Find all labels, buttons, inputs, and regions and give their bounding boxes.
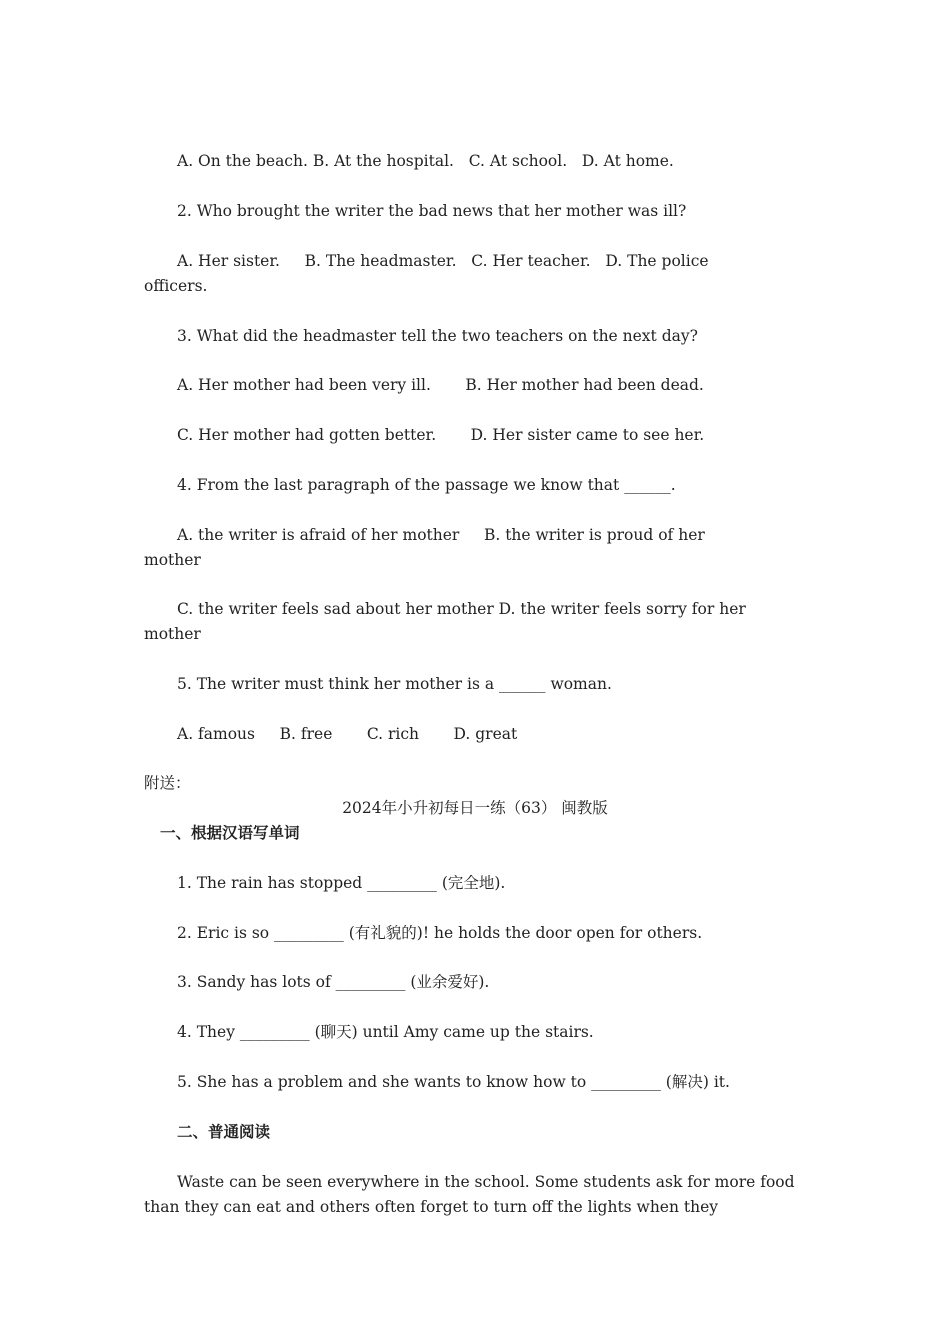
section-two-heading: 二、普通阅读: [177, 1123, 271, 1141]
q1-options: A. On the beach. B. At the hospital. C. At school. D. At home.: [177, 152, 674, 170]
section-one-heading: 一、根据汉语写单词: [160, 824, 300, 842]
reading-passage-line-1: Waste can be seen everywhere in the school. Some students ask for more food: [177, 1173, 795, 1191]
q5-options: A. famous B. free C. rich D. great: [177, 725, 518, 743]
appendix-label: 附送：: [144, 774, 191, 792]
vocab-item-5: 5. She has a problem and she wants to know how to _________ (解决) it.: [177, 1073, 730, 1091]
q3-question: 3. What did the headmaster tell the two teachers on the next day?: [177, 327, 698, 345]
vocab-item-1: 1. The rain has stopped _________ (完全地).: [177, 874, 506, 892]
q3-options-ab: A. Her mother had been very ill. B. Her mother had been dead.: [177, 376, 704, 394]
q2-options-cont: officers.: [144, 277, 208, 295]
q2-question: 2. Who brought the writer the bad news that her mother was ill?: [177, 202, 687, 220]
vocab-item-2: 2. Eric is so _________ (有礼貌的)! he holds the door open for others.: [177, 924, 703, 942]
q2-options: A. Her sister. B. The headmaster. C. Her teacher. D. The police: [177, 252, 709, 270]
q4-options-cd-cont: mother: [144, 625, 201, 643]
q3-options-cd: C. Her mother had gotten better. D. Her sister came to see her.: [177, 426, 705, 444]
vocab-item-4: 4. They _________ (聊天) until Amy came up the stairs.: [177, 1023, 594, 1041]
q5-question: 5. The writer must think her mother is a ______ woman.: [177, 675, 612, 693]
q4-options-ab: A. the writer is afraid of her mother B. the writer is proud of her: [177, 526, 705, 544]
q4-options-cd: C. the writer feels sad about her mother D. the writer feels sorry for her: [177, 600, 746, 618]
q4-options-ab-cont: mother: [144, 551, 201, 569]
vocab-item-3: 3. Sandy has lots of _________ (业余爱好).: [177, 973, 490, 991]
appendix-title: 2024年小升初每日一练（63） 闽教版: [342, 799, 608, 817]
q4-question: 4. From the last paragraph of the passage we know that ______.: [177, 476, 676, 494]
reading-passage-line-2: than they can eat and others often forget to turn off the lights when they: [144, 1198, 719, 1216]
